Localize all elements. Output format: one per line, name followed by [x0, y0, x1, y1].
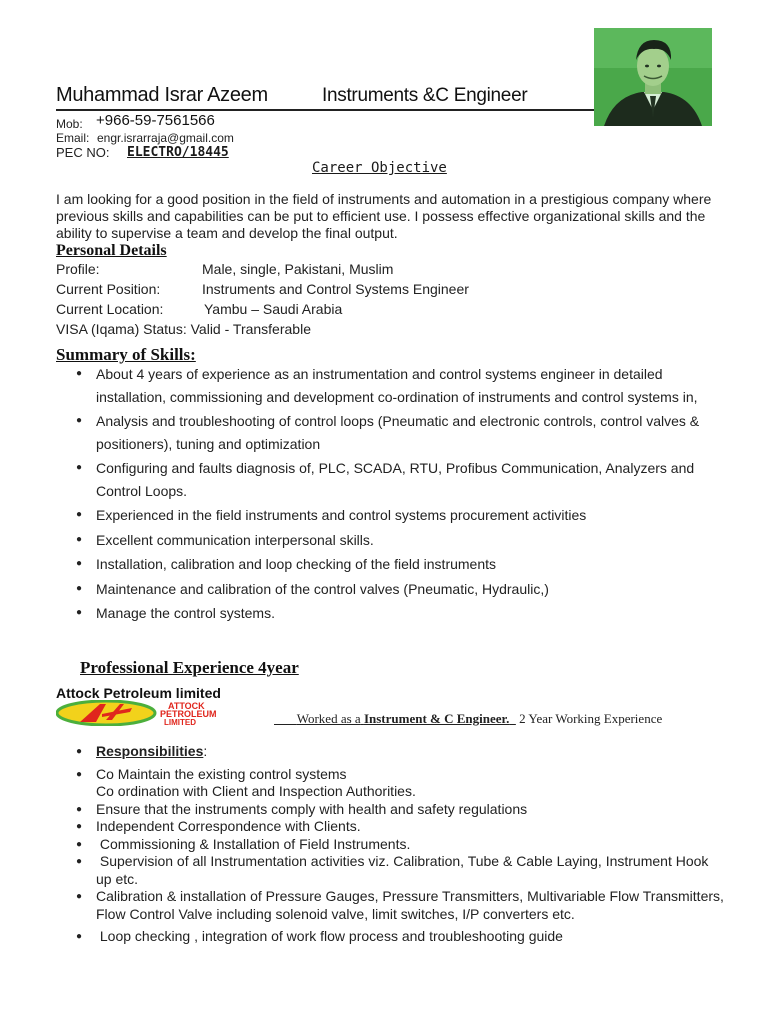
personal-row-profile: [56, 261, 394, 277]
person-silhouette-icon: [594, 28, 712, 126]
personal-row-location: [56, 301, 343, 317]
email-label: Email:: [56, 131, 90, 145]
bullet-icon: ●: [76, 582, 83, 594]
bullet-icon: ●: [76, 768, 83, 780]
pec-number: ELECTRO/18445: [127, 145, 229, 160]
list-item: ● Maintenance and calibration of the control valves (Pneumatic, Hydraulic,): [76, 578, 726, 601]
worked-prefix: Worked as a: [296, 711, 361, 726]
career-objective-heading: Career Objective: [312, 160, 447, 176]
personal-value: Male, single, Pakistani, Muslim: [202, 261, 394, 277]
personal-row-visa: [56, 321, 311, 337]
list-item: ● Loop checking , integration of work flow process and troubleshooting guide: [76, 928, 563, 944]
list-item: ● Ensure that the instruments comply with health and safety regulations: [76, 800, 528, 817]
job-title: Instruments &C Engineer: [322, 85, 528, 106]
bullet-icon: ●: [76, 746, 83, 757]
personal-value: Yambu – Saudi Arabia: [204, 301, 343, 317]
personal-label: Profile:: [56, 261, 100, 277]
personal-value: Valid - Transferable: [190, 321, 311, 337]
list-item: ● Experienced in the field instruments and control systems procurement activities: [76, 504, 726, 527]
bullet-icon: ●: [76, 803, 83, 815]
skills-heading: Summary of Skills:: [56, 345, 196, 364]
mobile-label: Mob:: [56, 117, 83, 131]
list-item: ● Co Maintain the existing control systems Co ordination with Client and Inspection Authorities.: [76, 765, 416, 799]
bullet-icon: ●: [76, 891, 83, 902]
bullet-icon: ●: [76, 368, 83, 379]
email-address: engr.israrraja@gmail.com: [97, 131, 234, 145]
worked-role: Instrument & C Engineer.: [363, 711, 510, 726]
bullet-icon: ●: [76, 558, 83, 569]
list-item: ● Commissioning & Installation of Field Instruments.: [76, 835, 411, 852]
list-item: ● Excellent communication interpersonal skills.: [76, 529, 726, 552]
responsibilities-heading: Responsibilities: [96, 743, 204, 759]
bullet-icon: ●: [76, 462, 83, 473]
bullet-icon: ●: [76, 931, 83, 942]
list-item: ● Independent Correspondence with Clients.: [76, 818, 361, 834]
list-item: ● Manage the control systems.: [76, 602, 726, 625]
list-item: ● Supervision of all Instrumentation activities viz. Calibration, Tube & Cable Laying, Instrument Hook up etc.: [76, 853, 709, 887]
bullet-icon: ●: [76, 821, 83, 832]
list-item: ● Calibration & installation of Pressure Gauges, Pressure Transmitters, Multivariable Flow Transmitters, Flow Control Valve including solenoid valve, limit switches, I/P converters etc.: [76, 888, 724, 922]
personal-value: Instruments and Control Systems Engineer: [202, 281, 469, 297]
personal-label: Current Location:: [56, 301, 164, 317]
list-item: ● Installation, calibration and loop checking of the field instruments: [76, 553, 726, 576]
personal-details-heading: Personal Details: [56, 242, 167, 259]
role-summary: [56, 710, 726, 728]
personal-label: Current Position:: [56, 281, 161, 297]
skills-list: [76, 363, 726, 627]
bullet-icon: ●: [76, 509, 83, 520]
bullet-icon: ●: [76, 533, 83, 545]
candidate-name: Muhammad Israr Azeem: [56, 84, 268, 106]
company-name: Attock Petroleum limited: [56, 685, 221, 701]
personal-label: VISA (Iqama) Status:: [56, 321, 187, 337]
bullet-icon: ●: [76, 856, 83, 867]
logo-text-line3: LIMITED: [164, 718, 196, 726]
responsibilities-list: [76, 743, 726, 946]
header-divider: [56, 109, 594, 111]
bullet-icon: ●: [76, 838, 83, 850]
bullet-icon: ●: [76, 607, 83, 618]
profile-photo: [594, 28, 712, 126]
personal-row-position: [56, 281, 469, 297]
pec-label: PEC NO:: [56, 145, 110, 160]
list-item: ● Configuring and faults diagnosis of, PLC, SCADA, RTU, Profibus Communication, Analyzers and Control Loops.: [76, 457, 726, 502]
logo-text-line1: ATTOCK: [168, 701, 205, 711]
worked-suffix: 2 Year Working Experience: [519, 711, 663, 726]
list-item: ● About 4 years of experience as an instrumentation and control systems engineer in detailed installation, commissioning and development co-ordination of instruments and control systems in,: [76, 363, 726, 408]
career-objective-text: I am looking for a good position in the field of instruments and automation in a prestigious company where previous skills and capabilities can be put to efficient use. I possess effective organizational skills and the ability to supervise a team and develop the final output.: [56, 191, 712, 241]
bullet-icon: ●: [76, 415, 83, 426]
mobile-number: +966-59-7561566: [96, 112, 215, 129]
experience-heading: Professional Experience 4year: [80, 658, 299, 677]
list-item: ● Responsibilities:: [76, 743, 208, 759]
list-item: ● Analysis and troubleshooting of control loops (Pneumatic and electronic controls, control valves & positioners), tuning and optimization: [76, 410, 726, 455]
logo-text-line2: PETROLEUM: [160, 709, 217, 719]
